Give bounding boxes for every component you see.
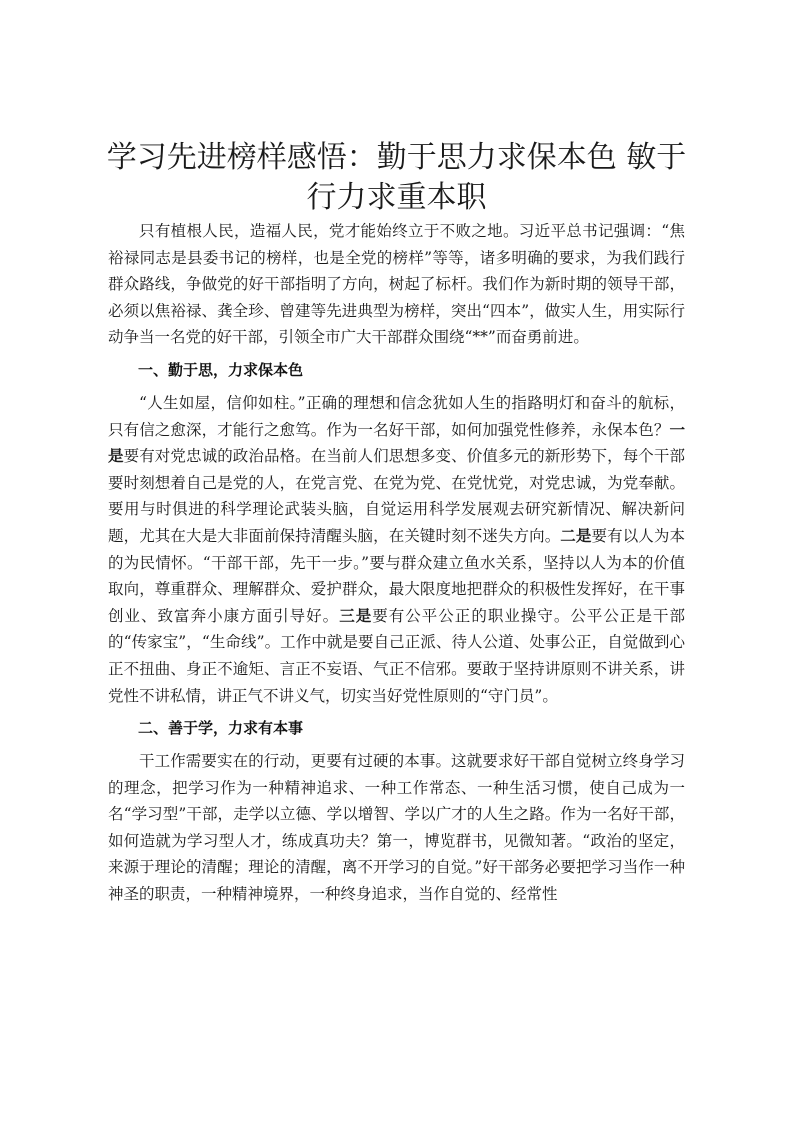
section-heading-1: 一、勤于思，力求保本色 — [138, 360, 304, 379]
point-three-lead: 三是 — [339, 605, 373, 625]
section-1-text-c: 要有以人为本的为民情怀。“干部干部，先干一步。”要与群众建立鱼水关系，坚持以人为本的价值取向，尊重群众、理解群众、爱护群众，最大限度地把群众的积极性发挥好，在干事创业、致富奔小康方面引导好。 — [108, 526, 685, 625]
intro-paragraph: 只有植根人民，造福人民，党才能始终立于不败之地。习近平总书记强调：“焦裕禄同志是县委书记的榜样，也是全党的榜样”等等，诸多明确的要求，为我们践行群众路线，争做党的好干部指明了方向，树起了标杆。我们作为新时期的领导干部，必须以焦裕禄、龚全珍、曾建等先进典型为榜样，突出“四本”，做实人生，用实际行动争当一名党的好干部，引领全市广大干部群众围绕“**”而奋勇前进。 — [108, 222, 685, 347]
section-heading-2: 二、善于学，力求有本事 — [138, 719, 304, 738]
section-1-text-b: 要有对党忠诚的政治品格。在当前人们思想多变、价值多元的新形势下，每个干部要时刻想着自己是党的人，在党言党、在党为党、在党忧党，对党忠诚，为党奉献。要用与时俱进的科学理论武装头脑，自觉运用科学发展观去研究新情况、解决新问题，尤其在大是大非面前保持清醒头脑，在关键时刻不迷失方向。 — [108, 447, 685, 545]
section-1-text-d: 要有公平公正的职业操守。公平公正是干部的“传家宝”，“生命线”。工作中就是要自己正派、待人公道、处事公正，自觉做到心正不扭曲、身正不逾矩、言正不妄语、气正不信邪。要敢于坚持讲原则不讲关系，讲党性不讲私情，讲正气不讲义气，切实当好党性原则的“守门员”。 — [108, 606, 685, 705]
document-title: 学习先进榜样感悟：勤于思力求保本色 敏于行力求重本职 — [106, 140, 687, 215]
section-1-paragraph — [108, 390, 685, 709]
document-body — [108, 218, 685, 908]
point-one-lead: 一是 — [108, 419, 685, 466]
section-1-text-a: “人生如屋，信仰如柱。”正确的理想和信念犹如人生的指路明灯和奋斗的航标，只有信之愈深，才能行之愈笃。作为一名好干部，如何加强党性修养，永保本色？ — [108, 393, 685, 439]
section-2-paragraph: 干工作需要实在的行动，更要有过硬的本事。这就要求好干部自觉树立终身学习的理念，把学习作为一种精神追求、一种工作常态、一种生活习惯，使自己成为一名“学习型”干部，走学以立德、学以增智、学以广才的人生之路。作为一名好干部，如何造就为学习型人才，练成真功夫？第一，博览群书，见微知著。“政治的坚定，来源于理论的清醒；理论的清醒，离不开学习的自觉。”好干部务必要把学习当作一种神圣的职责，一种精神境界，一种终身追求，当作自觉的、经常性 — [108, 752, 685, 904]
point-two-lead: 二是 — [560, 525, 592, 545]
